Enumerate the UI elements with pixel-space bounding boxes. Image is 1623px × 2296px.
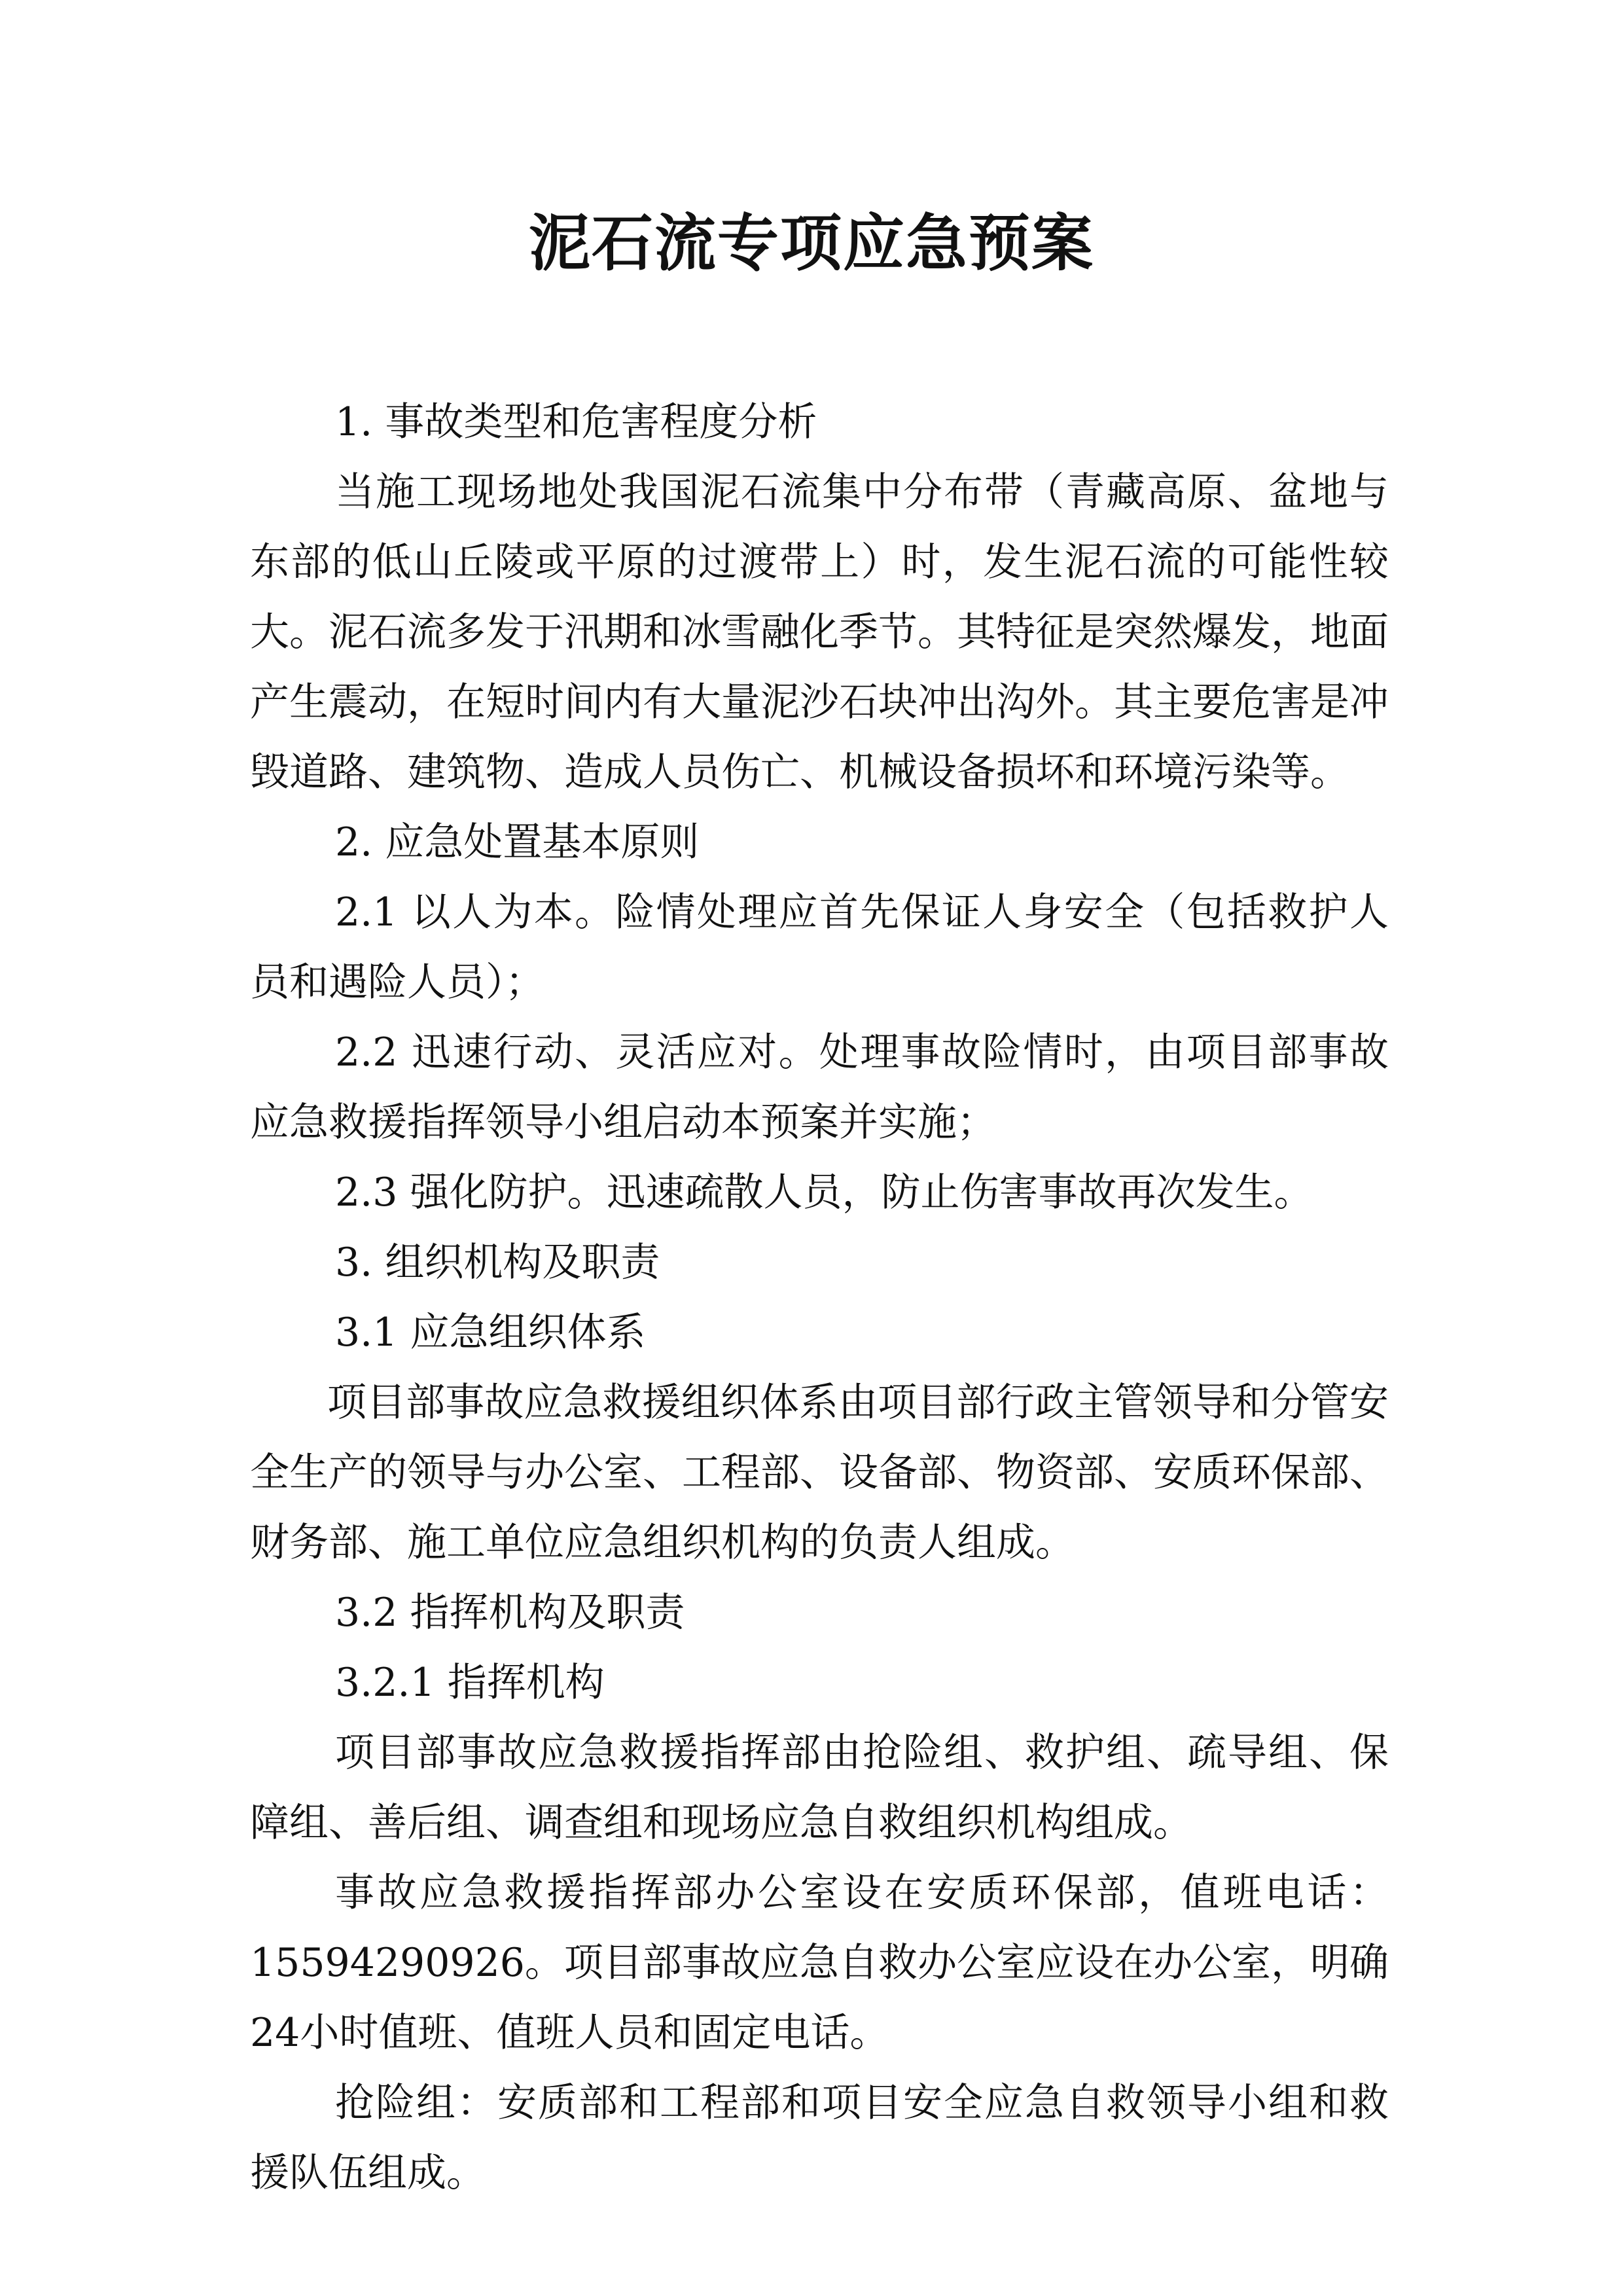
paragraph-rescue-group: 抢险组：安质部和工程部和项目安全应急自救领导小组和救援队伍组成。 [250, 2080, 1389, 2196]
subsection-heading-3-1: 3.1 应急组织体系 [335, 1310, 646, 1355]
document-body [250, 387, 1389, 2208]
principle-2-2: 2.2 迅速行动、灵活应对。处理事故险情时，由项目部事故应急救援指挥领导小组启动本预案并实施； [250, 1030, 1389, 1145]
paragraph-organization-system: 项目部事故应急救援组织体系由项目部行政主管领导和分管安全生产的领导与办公室、工程部、设备部、物资部、安质环保部、财务部、施工单位应急组织机构的负责人组成。 [250, 1380, 1389, 1566]
section-heading-1: 1. 事故类型和危害程度分析 [335, 399, 817, 445]
document-title: 泥石流专项应急预案 [528, 207, 1094, 279]
section-heading-2: 2. 应急处置基本原则 [335, 819, 700, 865]
subsection-heading-3-2: 3.2 指挥机构及职责 [335, 1590, 685, 1636]
subsection-heading-3-2-1: 3.2.1 指挥机构 [335, 1660, 605, 1706]
paragraph-command-structure: 项目部事故应急救援指挥部由抢险组、救护组、疏导组、保障组、善后组、调查组和现场应急自救组织机构组成。 [250, 1730, 1389, 1846]
paragraph-hazard-analysis: 当施工现场地处我国泥石流集中分布带（青藏高原、盆地与东部的低山丘陵或平原的过渡带上）时，发生泥石流的可能性较大。泥石流多发于汛期和冰雪融化季节。其特征是突然爆发，地面产生震动，在短时间内有大量泥沙石块冲出沟外。其主要危害是冲毁道路、建筑物、造成人员伤亡、机械设备损坏和环境污染等。 [250, 469, 1389, 795]
principle-2-3: 2.3 强化防护。迅速疏散人员，防止伤害事故再次发生。 [335, 1170, 1313, 1215]
paragraph-duty-office: 事故应急救援指挥部办公室设在安质环保部，值班电话：15594290926。项目部事故应急自救办公室应设在办公室，明确24小时值班、值班人员和固定电话。 [250, 1870, 1389, 2056]
principle-2-1: 2.1 以人为本。险情处理应首先保证人身安全（包括救护人员和遇险人员）； [250, 889, 1389, 1005]
section-heading-3: 3. 组织机构及职责 [335, 1240, 660, 1285]
